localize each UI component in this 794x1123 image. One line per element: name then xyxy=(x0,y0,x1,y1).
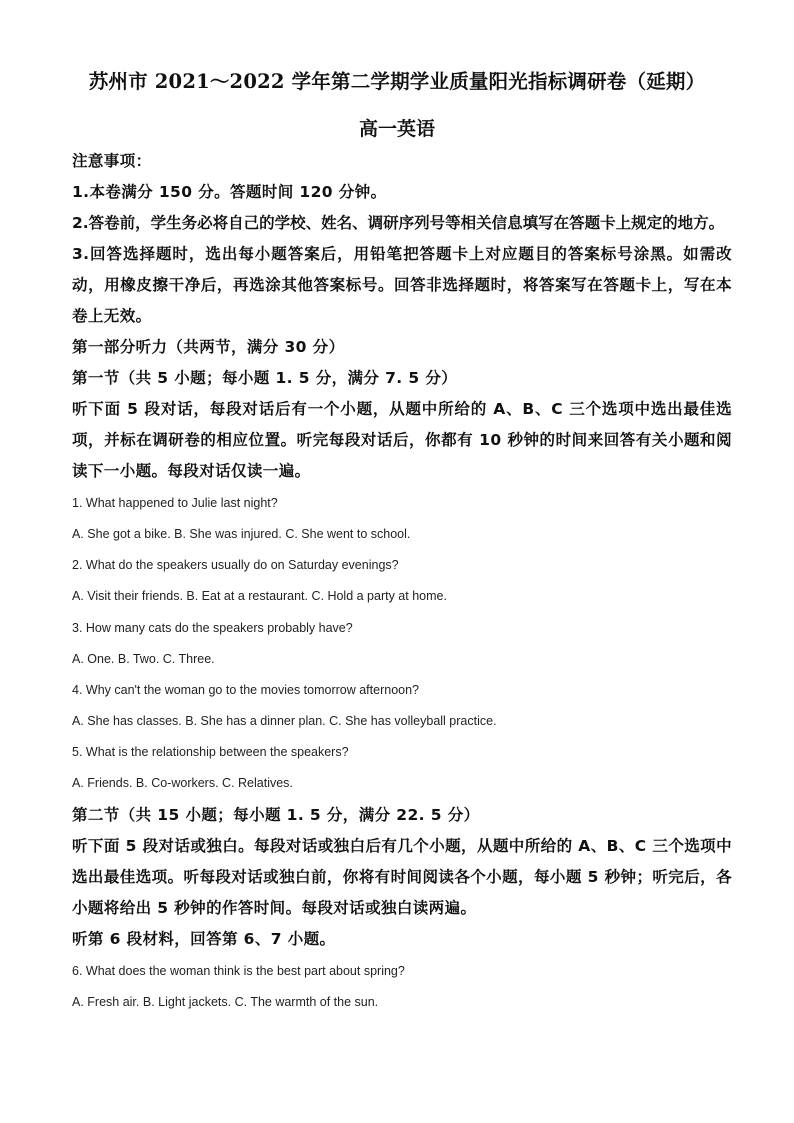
question-6-options: A. Fresh air. B. Light jackets. C. The warmth of the sun. xyxy=(72,995,379,1009)
question-2-options: A. Visit their friends. B. Eat at a restaurant. C. Hold a party at home. xyxy=(72,589,447,603)
section2-heading: 第二节（共 15 小题；每小题 1. 5 分，满分 22. 5 分） xyxy=(72,806,480,824)
section1-instructions: 听下面 5 段对话，每段对话后有一个小题，从题中所给的 A、B、C 三个选项中选出最佳选项，并标在调研卷的相应位置。听完每段对话后，你都有 10 秒钟的时间来回答有关小题和阅读下一小题。每段对话仅读一遍。 xyxy=(72,400,732,480)
question-5: 5. What is the relationship between the speakers? xyxy=(72,745,349,759)
notice-item-3: 3.回答选择题时，选出每小题答案后，用铅笔把答题卡上对应题目的答案标号涂黑。如需改动，用橡皮擦干净后，再选涂其他答案标号。回答非选择题时，将答案写在答题卡上，写在本卷上无效。 xyxy=(72,245,732,325)
section2-instructions: 听下面 5 段对话或独白。每段对话或独白后有几个小题，从题中所给的 A、B、C 三个选项中选出最佳选项。听每段对话或独白前，你将有时间阅读各个小题，每小题 5 秒钟；听完后，各小题将给出 5 秒钟的作答时间。每段对话或独白读两遍。 xyxy=(72,837,732,917)
exam-title: 苏州市 2021～2022 学年第二学期学业质量阳光指标调研卷（延期） xyxy=(88,70,706,93)
notice-item-2: 2.答卷前，学生务必将自己的学校、姓名、调研序列号等相关信息填写在答题卡上规定的地方。 xyxy=(72,214,725,232)
notice-heading: 注意事项： xyxy=(72,152,152,170)
question-3: 3. How many cats do the speakers probably have? xyxy=(72,621,353,635)
question-1: 1. What happened to Julie last night? xyxy=(72,496,278,510)
question-4: 4. Why can't the woman go to the movies tomorrow afternoon? xyxy=(72,683,420,697)
question-4-options: A. She has classes. B. She has a dinner plan. C. She has volleyball practice. xyxy=(72,714,497,728)
question-6: 6. What does the woman think is the best part about spring? xyxy=(72,964,405,978)
question-3-options: A. One. B. Two. C. Three. xyxy=(72,652,215,666)
exam-subtitle: 高一英语 xyxy=(358,118,435,140)
material-6-heading: 听第 6 段材料，回答第 6、7 小题。 xyxy=(72,930,336,948)
question-2: 2. What do the speakers usually do on Saturday evenings? xyxy=(72,558,399,572)
part1-heading: 第一部分听力（共两节，满分 30 分） xyxy=(72,338,345,356)
question-1-options: A. She got a bike. B. She was injured. C. She went to school. xyxy=(72,527,411,541)
question-5-options: A. Friends. B. Co-workers. C. Relatives. xyxy=(72,776,293,790)
notice-item-1: 1.本卷满分 150 分。答题时间 120 分钟。 xyxy=(72,183,387,201)
section1-heading: 第一节（共 5 小题；每小题 1. 5 分，满分 7. 5 分） xyxy=(72,369,458,387)
